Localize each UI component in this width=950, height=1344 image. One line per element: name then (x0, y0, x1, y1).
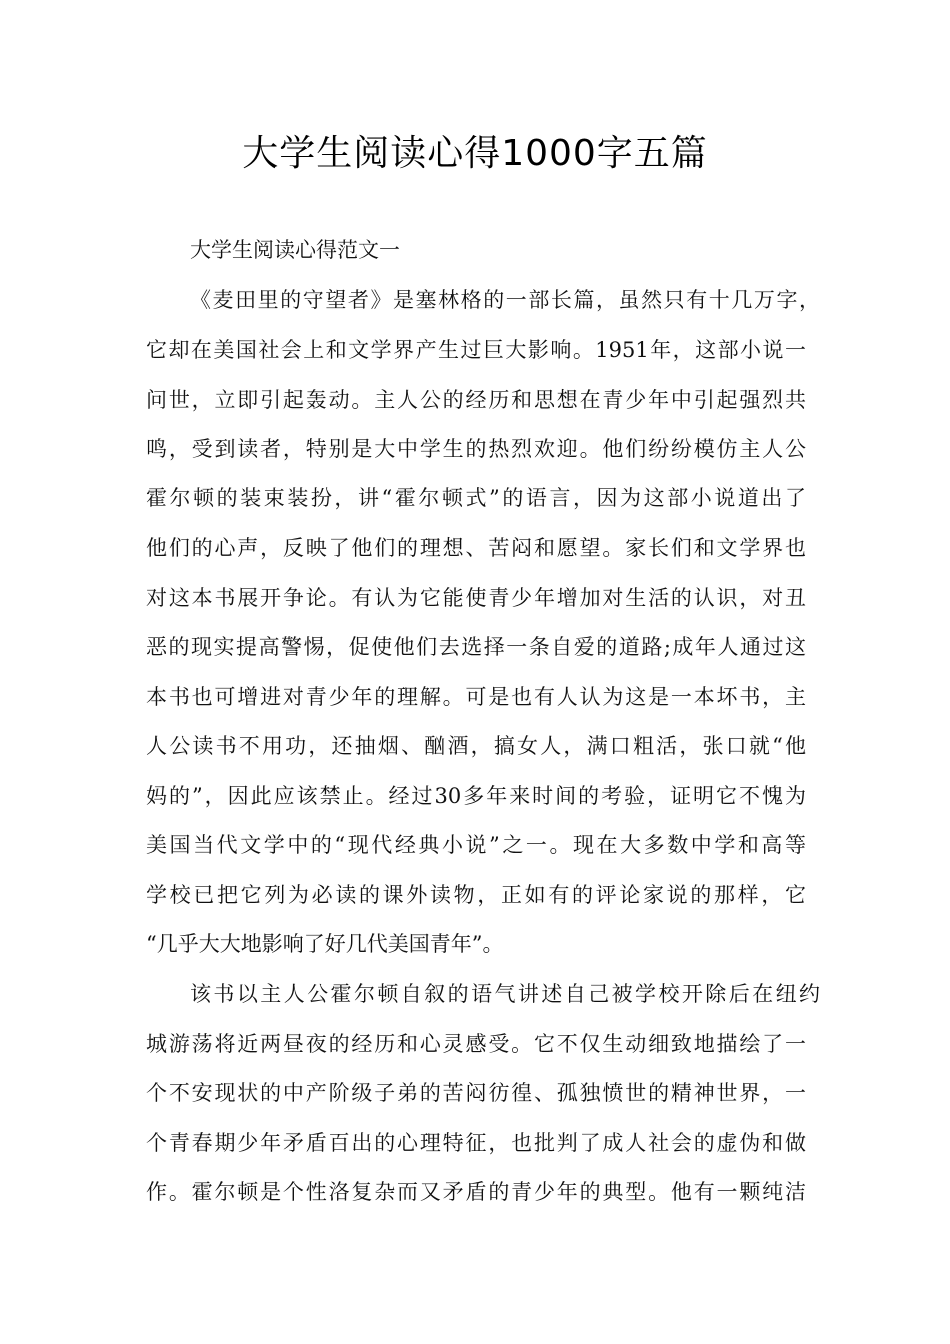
paragraph2-line: 作。霍尔顿是个性洛复杂而又矛盾的青少年的典型。他有一颗纯洁 (146, 1180, 806, 1204)
paragraph1-line: 美国当代文学中的“现代经典小说”之一。现在大多数中学和高等 (146, 833, 806, 857)
paragraph1-line: “几乎大大地影响了好几代美国青年”。 (146, 932, 504, 956)
paragraph2-line: 城游荡将近两昼夜的经历和心灵感受。它不仅生动细致地描绘了一 (146, 1032, 806, 1056)
document-title: 大学生阅读心得1000字五篇 (242, 133, 708, 174)
paragraph1-line: 本书也可增进对青少年的理解。可是也有人认为这是一本坏书，主 (146, 685, 806, 709)
section-heading: 大学生阅读心得范文一 (190, 238, 400, 262)
paragraph2-line: 该书以主人公霍尔顿自叙的语气讲述自己被学校开除后在纽约 (190, 982, 820, 1006)
paragraph2-line: 个不安现状的中产阶级子弟的苦闷彷徨、孤独愤世的精神世界，一 (146, 1081, 806, 1105)
paragraph2-line: 个青春期少年矛盾百出的心理特征，也批判了成人社会的虚伪和做 (146, 1131, 806, 1155)
paragraph1-line: 他们的心声，反映了他们的理想、苦闷和愿望。家长们和文学界也 (146, 536, 806, 560)
paragraph1-line: 恶的现实提高警惕，促使他们去选择一条自爱的道路;成年人通过这 (146, 635, 806, 659)
paragraph1-line: 人公读书不用功，还抽烟、酗酒，搞女人，满口粗活，张口就“他 (146, 734, 806, 758)
paragraph1-line: 它却在美国社会上和文学界产生过巨大影响。1951年，这部小说一 (146, 338, 806, 362)
paragraph1-line: 学校已把它列为必读的课外读物，正如有的评论家说的那样，它 (146, 883, 806, 907)
paragraph1-line: 《麦田里的守望者》是塞林格的一部长篇，虽然只有十几万字， (190, 288, 820, 312)
paragraph1-line: 霍尔顿的装束装扮，讲“霍尔顿式”的语言，因为这部小说道出了 (146, 486, 806, 510)
paragraph1-line: 问世，立即引起轰动。主人公的经历和思想在青少年中引起强烈共 (146, 388, 806, 412)
paragraph1-line: 对这本书展开争论。有认为它能使青少年增加对生活的认识，对丑 (146, 586, 806, 610)
paragraph1-line: 妈的”，因此应该禁止。经过30多年来时间的考验，证明它不愧为 (146, 784, 806, 808)
paragraph1-line: 鸣，受到读者，特别是大中学生的热烈欢迎。他们纷纷模仿主人公 (146, 437, 806, 461)
